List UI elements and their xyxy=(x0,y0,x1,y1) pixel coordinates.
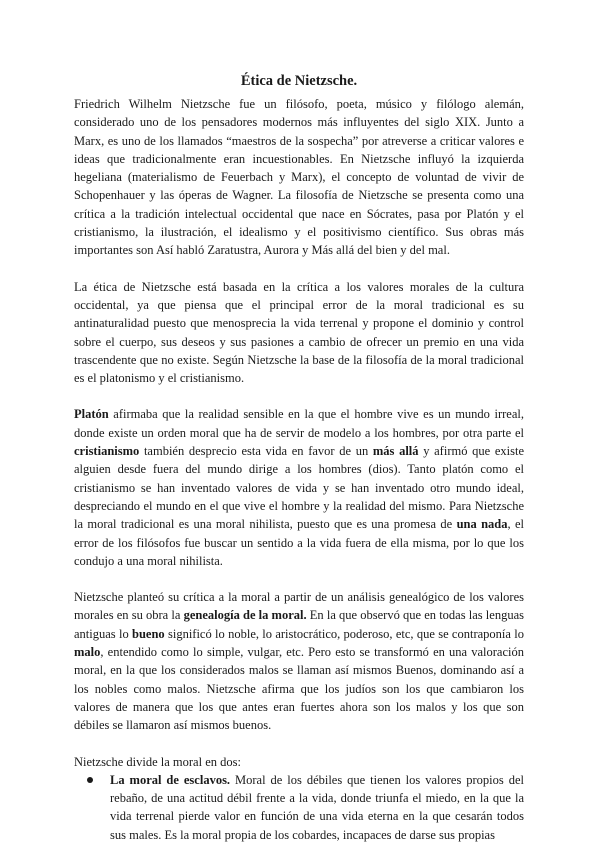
term-malo: malo xyxy=(74,645,101,660)
paragraph-intro: Friedrich Wilhelm Nietzsche fue un filósofo, poeta, músico y filólogo alemán, considerado uno de los pensadores modernos más influyentes del siglo XIX. Junto a Marx, es uno de los llamados “maestros de la sospecha” por atreverse a criticar valores e ideas que tradicionalmente eran incuestionables. En Nietzsche influyó la izquierda hegeliana (materialismo de Feuerbach y Marx), el concepto de voluntad de vivir de Schopenhauer y las óperas de Wagner. La filosofía de Nietzsche se presenta como una crítica a la tradición intelectual occidental que nace en Sócrates, pasa por Platón y el cristianismo, la ilustración, el idealismo y el positivismo científico. Sus obras más importantes son Así habló Zaratustra, Aurora y Más allá del bien y del mal. xyxy=(74,97,524,258)
term-mas-alla: más allá xyxy=(372,444,419,459)
term-una-nada: una nada xyxy=(456,517,508,532)
term-bueno: bueno xyxy=(132,626,165,641)
moral-types-list xyxy=(74,771,524,844)
bullet-icon xyxy=(87,777,93,783)
paragraph-genealogy: Nietzsche planteó su crítica a la moral a partir de un análisis genealógico de los valores morales en su obra la genealogía de la moral. En la que observó que en todas las lenguas antiguas lo bueno significó lo noble, lo aristocrático, poderoso, etc, que se contraponía lo malo, entendido como lo simple, vulgar, etc. Pero esto se transformó en una valoración moral, en la que los considerados malos se llaman así mismos Buenos, dominando así a los nobles como malos. Nietzsche afirma que los judíos son los que cambiaron los valores de manera que los que antes eran fuertes ahora son los malos y los que son débiles se llamaron así mismos buenos. xyxy=(74,590,524,733)
term-genealogia: genealogía de la moral. xyxy=(183,608,307,623)
document-title: Ética de Nietzsche. xyxy=(240,73,358,89)
term-cristianismo: cristianismo xyxy=(74,444,140,459)
term-moral-esclavos: La moral de esclavos. xyxy=(110,772,231,787)
paragraph-platon: Platón afirmaba que la realidad sensible en la que el hombre vive es un mundo irreal, donde existe un orden moral que ha de servir de modelo a los hombres, por otra parte el cristianismo también desprecio esta vida en favor de un más allá y afirmó que existe alguien desde fuera del mundo dirige a los hombres (dios). Tanto platón como el cristianismo se han inventado valores de vida y se han inventado otro mundo ideal, despreciando el mundo en el que vive el hombre y la realidad del mismo. Para Nietzsche la moral tradicional es una moral nihilista, puesto que es una promesa de una nada, el error de los filósofos fue buscar un sentido a la vida fuera de ella misma, por lo que los condujo a una moral nihilista. xyxy=(74,407,525,568)
paragraph-divides: Nietzsche divide la moral en dos: xyxy=(74,754,241,769)
term-platon: Platón xyxy=(74,407,109,422)
list-item: La moral de esclavos. Moral de los débiles que tienen los valores propios del rebaño, de una actitud débil frente a la vida, donde triunfa el miedo, en la que la vida terrenal pierde valor en función de una vida eterna en la que cesarán todos sus males. Es la moral propia de los cobardes, incapaces de darse sus propias xyxy=(110,771,524,844)
paragraph-ethics: La ética de Nietzsche está basada en la crítica a los valores morales de la cultura occidental, ya que piensa que el principal error de la moral tradicional es su antinaturalidad puesto que menosprecia la vida terrenal y propone el dominio y control sobre el cuerpo, sus deseos y sus pasiones a cambio de ofrecer un premio en una vida trascendente que no existe. Según Nietzsche la base de la filosofía de la moral tradicional es el platonismo y el cristianismo. xyxy=(74,279,524,386)
